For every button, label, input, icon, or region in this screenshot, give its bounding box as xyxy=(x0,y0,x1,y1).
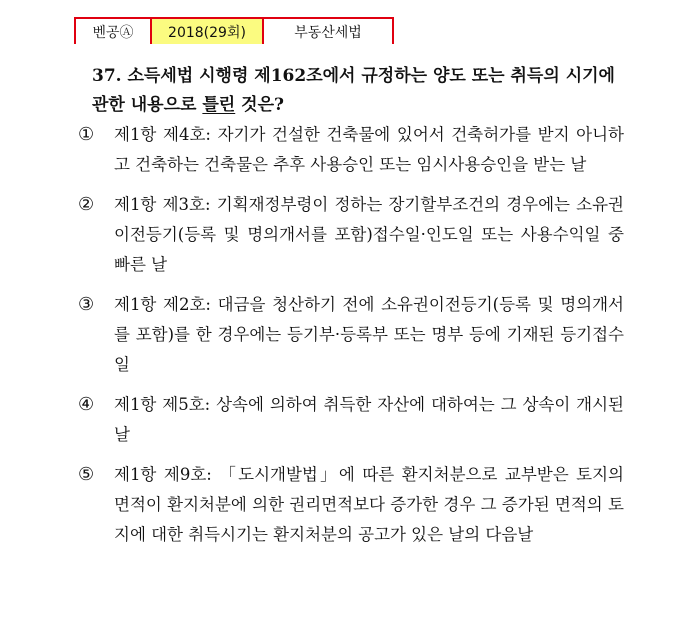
choice-text: 제1항 제4호: 자기가 건설한 건축물에 있어서 건축허가를 받지 아니하고 건축하는 건축물은 추후 사용승인 또는 임시사용승인을 받는 날 xyxy=(114,125,624,174)
question-title xyxy=(92,62,632,120)
answer-choices xyxy=(78,120,638,560)
exam-tag-bar xyxy=(74,17,394,44)
choice-text: 제1항 제2호: 대금을 청산하기 전에 소유권이전등기(등록 및 명의개서를 포함)를 한 경우에는 등기부·등록부 또는 명부 등에 기재된 등기접수일 xyxy=(114,295,624,374)
choice-4[interactable] xyxy=(78,390,638,450)
choice-marker: ② xyxy=(78,194,95,215)
choice-marker: ④ xyxy=(78,394,95,415)
exam-year-tag: 2018(29회) xyxy=(152,19,264,44)
choice-text: 제1항 제9호: 「도시개발법」에 따른 환지처분으로 교부받은 토지의 면적이 환지처분에 의한 권리면적보다 증가한 경우 그 증가된 면적의 토지에 대한 취득시기는 환지처분의 공고가 있은 날의 다음날 xyxy=(114,465,624,544)
question-text-before: 소득세법 시행령 제162조에서 규정하는 양도 또는 취득의 시기에 관한 내용으로 xyxy=(92,66,615,115)
choice-5[interactable] xyxy=(78,460,638,550)
choice-2[interactable] xyxy=(78,190,638,280)
choice-marker: ⑤ xyxy=(78,464,95,485)
choice-text: 제1항 제3호: 기획재정부령이 정하는 장기할부조건의 경우에는 소유권이전등기(등록 및 명의개서를 포함)접수일·인도일 또는 사용수익일 중 빠른 날 xyxy=(114,195,624,274)
choice-3[interactable] xyxy=(78,290,638,380)
choice-text: 제1항 제5호: 상속에 의하여 취득한 자산에 대하여는 그 상속이 개시된 날 xyxy=(114,395,624,444)
question-number: 37. xyxy=(92,66,122,86)
choice-1[interactable] xyxy=(78,120,638,180)
question-text-after: 것은? xyxy=(235,95,284,115)
choice-marker: ③ xyxy=(78,294,95,315)
subject-tag: 벤공Ⓐ xyxy=(76,19,152,44)
topic-tag: 부동산세법 xyxy=(294,24,362,41)
question-emphasis: 틀린 xyxy=(202,95,236,115)
choice-marker: ① xyxy=(78,124,95,145)
